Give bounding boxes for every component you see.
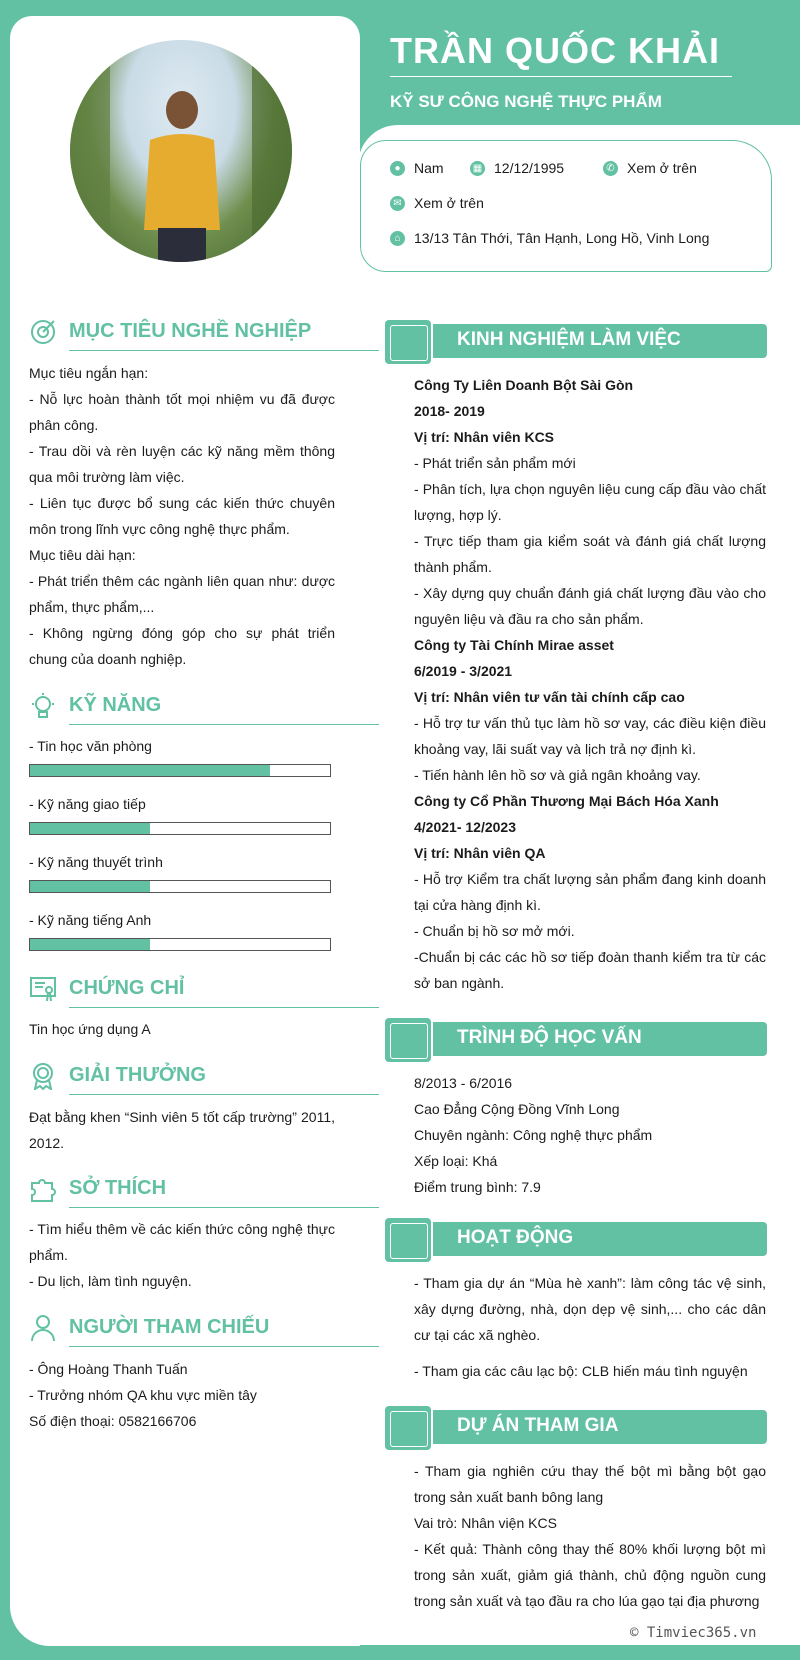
awards-text: Đạt bằng khen “Sinh viên 5 tốt cấp trường” 2011, 2012.	[29, 1109, 335, 1151]
job-duty: - Hỗ trợ Kiểm tra chất lượng sản phẩm đang kinh doanh tại cửa hàng định kì.	[414, 871, 766, 913]
job-duty: - Chuẩn bị hồ sơ mở mới.	[414, 923, 575, 939]
awards-header	[29, 1062, 349, 1094]
project-line: Vai trò: Nhân viện KCS	[414, 1515, 557, 1531]
hobbies-body	[29, 1216, 335, 1294]
skill-label: - Kỹ năng tiếng Anh	[29, 912, 152, 928]
lightbulb-icon	[29, 692, 57, 720]
job-period: 4/2021- 12/2023	[414, 819, 516, 835]
hobbies-header	[29, 1175, 349, 1207]
objective-line: Mục tiêu ngắn hạn:	[29, 365, 149, 381]
activity-line: - Tham gia dự án “Mùa hè xanh”: làm công tác vệ sinh, xây dựng đường, nhà, dọn dẹp vệ sinh,... cho các dân cư tại các xã nghèo.	[414, 1275, 766, 1343]
name-divider	[390, 76, 732, 77]
references-body	[29, 1356, 335, 1434]
objective-line: - Phát triển thêm các ngành liên quan như: dược phẩm, thực phẩm,...	[29, 573, 335, 615]
job-duty: - Tiến hành lên hồ sơ và giả ngân khoảng vay.	[414, 767, 701, 783]
certificates-header	[29, 975, 349, 1007]
experience-body	[414, 372, 766, 996]
job-duty: -Chuẩn bị các các hồ sơ tiếp đoàn thanh kiểm tra từ các sở ban ngành.	[414, 949, 766, 991]
references-underline	[69, 1346, 379, 1347]
hobbies-underline	[69, 1207, 379, 1208]
target-icon	[29, 318, 57, 346]
job-period: 2018- 2019	[414, 403, 485, 419]
skill-bar	[29, 938, 331, 951]
education-major: Chuyên ngành: Công nghệ thực phẩm	[414, 1127, 653, 1143]
education-rank: Xếp loại: Khá	[414, 1153, 498, 1169]
certificates-text: Tin học ứng dụng A	[29, 1021, 151, 1037]
email-text: Xem ở trên	[414, 195, 484, 211]
reference-line: Số điện thoại: 0582166706	[29, 1413, 197, 1429]
certificates-underline	[69, 1007, 379, 1008]
email-icon: ✉	[390, 196, 405, 211]
education-school: Cao Đẳng Cộng Đồng Vĩnh Long	[414, 1101, 620, 1117]
job-duty: - Xây dựng quy chuẩn đánh giá chất lượng đầu vào cho nguyên liệu và đầu ra cho sản phẩm.	[414, 585, 766, 627]
education-title: TRÌNH ĐỘ HỌC VẤN	[457, 1027, 642, 1048]
job-duty: - Hỗ trợ tư vấn thủ tục làm hồ sơ vay, các điều kiện điều khoảng vay, lãi suất vay và lịch trả nợ định kì.	[414, 715, 766, 757]
candidate-name: TRẦN QUỐC KHẢI	[390, 30, 720, 71]
objective-underline	[69, 350, 379, 351]
skill-label: - Kỹ năng thuyết trình	[29, 854, 163, 870]
objective-body	[29, 360, 335, 672]
skill-label: - Kỹ năng giao tiếp	[29, 796, 146, 812]
phone-item	[603, 160, 697, 176]
job-duty: - Phát triển sản phẩm mới	[414, 455, 576, 471]
project-line: - Kết quả: Thành công thay thế 80% khối lượng bột mì trong sản xuất, giảm giá thành, chủ động nguồn cung trong sản xuất và tạo đầu ra cho lúa gạo tại địa phương	[414, 1541, 766, 1609]
company-name: Công ty Tài Chính Mirae asset	[414, 637, 614, 653]
home-icon: ⌂	[390, 231, 405, 246]
education-body	[414, 1070, 766, 1200]
calendar-icon: ▦	[470, 161, 485, 176]
objective-line: - Nỗ lực hoàn thành tốt mọi nhiệm vu đã được phân công.	[29, 391, 335, 433]
company-name: Công Ty Liên Doanh Bột Sài Gòn	[414, 377, 634, 393]
email-item	[390, 195, 484, 211]
puzzle-icon	[29, 1175, 57, 1203]
skill-bar	[29, 764, 331, 777]
dob-item	[470, 160, 564, 176]
activities-header	[385, 1222, 767, 1258]
education-gpa: Điểm trung bình: 7.9	[414, 1179, 541, 1195]
experience-title: KINH NGHIỆM LÀM VIỆC	[457, 329, 681, 350]
project-line: - Tham gia nghiên cứu thay thế bột mì bằng bột gạo trong sản xuất banh bông lang	[414, 1463, 766, 1505]
skill-bar-fill	[30, 881, 150, 892]
user-icon: ●	[390, 161, 405, 176]
certificate-icon	[29, 975, 57, 1003]
hobbies-title: SỞ THÍCH	[69, 1177, 167, 1199]
projects-body	[414, 1458, 766, 1614]
skill-bar	[29, 822, 331, 835]
objective-line: - Không ngừng đóng góp cho sự phát triển chung của doanh nghiệp.	[29, 625, 335, 667]
projects-header	[385, 1410, 767, 1446]
job-duty: - Trực tiếp tham gia kiểm soát và đánh giá chất lượng thành phẩm.	[414, 533, 766, 575]
job-title: KỸ SƯ CÔNG NGHỆ THỰC PHẨM	[390, 92, 662, 111]
activity-line: - Tham gia các câu lạc bộ: CLB hiến máu tình nguyện	[414, 1363, 748, 1379]
hobby-line: - Tìm hiểu thêm về các kiến thức công nghệ thực phẩm.	[29, 1221, 335, 1263]
address-item	[390, 230, 709, 246]
skills-header	[29, 692, 349, 724]
gender-item	[390, 160, 444, 176]
skill-bar-fill	[30, 765, 270, 776]
skills-underline	[69, 724, 379, 725]
skill-bar	[29, 880, 331, 893]
activities-title: HOẠT ĐỘNG	[457, 1227, 574, 1248]
gender-text: Nam	[414, 160, 444, 176]
objective-header	[29, 318, 349, 350]
address-text: 13/13 Tân Thới, Tân Hạnh, Long Hồ, Vinh Long	[414, 230, 710, 246]
education-period: 8/2013 - 6/2016	[414, 1075, 513, 1091]
job-position: Vị trí: Nhân viên QA	[414, 845, 546, 861]
objective-title: MỤC TIÊU NGHỀ NGHIỆP	[69, 320, 312, 342]
education-header	[385, 1022, 767, 1058]
graduation-cap-icon	[385, 1018, 431, 1062]
team-icon	[385, 1218, 431, 1262]
avatar	[70, 40, 292, 262]
references-header	[29, 1314, 349, 1346]
experience-header	[385, 324, 767, 360]
job-duty: - Phân tích, lựa chọn nguyên liệu cung cấp đầu vào chất lượng, hợp lý.	[414, 481, 766, 523]
awards-underline	[69, 1094, 379, 1095]
job-position: Vị trí: Nhân viên tư vấn tài chính cấp cao	[414, 689, 685, 705]
skill-bar-fill	[30, 939, 150, 950]
company-name: Công ty Cổ Phần Thương Mại Bách Hóa Xanh	[414, 793, 719, 809]
job-position: Vị trí: Nhân viên KCS	[414, 429, 555, 445]
medal-icon	[29, 1062, 57, 1090]
reference-line: - Trưởng nhóm QA khu vực miền tây	[29, 1387, 257, 1403]
footer-credit: © Timviec365.vn	[630, 1625, 757, 1641]
certificates-title: CHỨNG CHỈ	[69, 977, 185, 999]
objective-line: - Liên tục được bổ sung các kiến thức chuyên môn trong lĩnh vực công nghệ thực phẩm.	[29, 495, 335, 537]
objective-line: - Trau dồi và rèn luyện các kỹ năng mềm thông qua môi trường làm việc.	[29, 443, 335, 485]
job-period: 6/2019 - 3/2021	[414, 663, 513, 679]
skill-label: - Tin học văn phòng	[29, 738, 152, 754]
reference-line: - Ông Hoàng Thanh Tuấn	[29, 1361, 188, 1377]
phone-text: Xem ở trên	[627, 160, 697, 176]
objective-line: Mục tiêu dài hạn:	[29, 547, 136, 563]
awards-title: GIẢI THƯỞNG	[69, 1064, 206, 1086]
project-icon	[385, 1406, 431, 1450]
activities-body	[414, 1270, 766, 1384]
person-icon	[29, 1314, 57, 1342]
workflow-icon	[385, 320, 431, 364]
projects-title: DỰ ÁN THAM GIA	[457, 1415, 619, 1436]
skills-title: KỸ NĂNG	[69, 694, 162, 716]
phone-icon: ✆	[603, 161, 618, 176]
dob-text: 12/12/1995	[494, 160, 565, 176]
references-title: NGƯỜI THAM CHIẾU	[69, 1316, 270, 1338]
hobby-line: - Du lịch, làm tình nguyện.	[29, 1273, 192, 1289]
skill-bar-fill	[30, 823, 150, 834]
